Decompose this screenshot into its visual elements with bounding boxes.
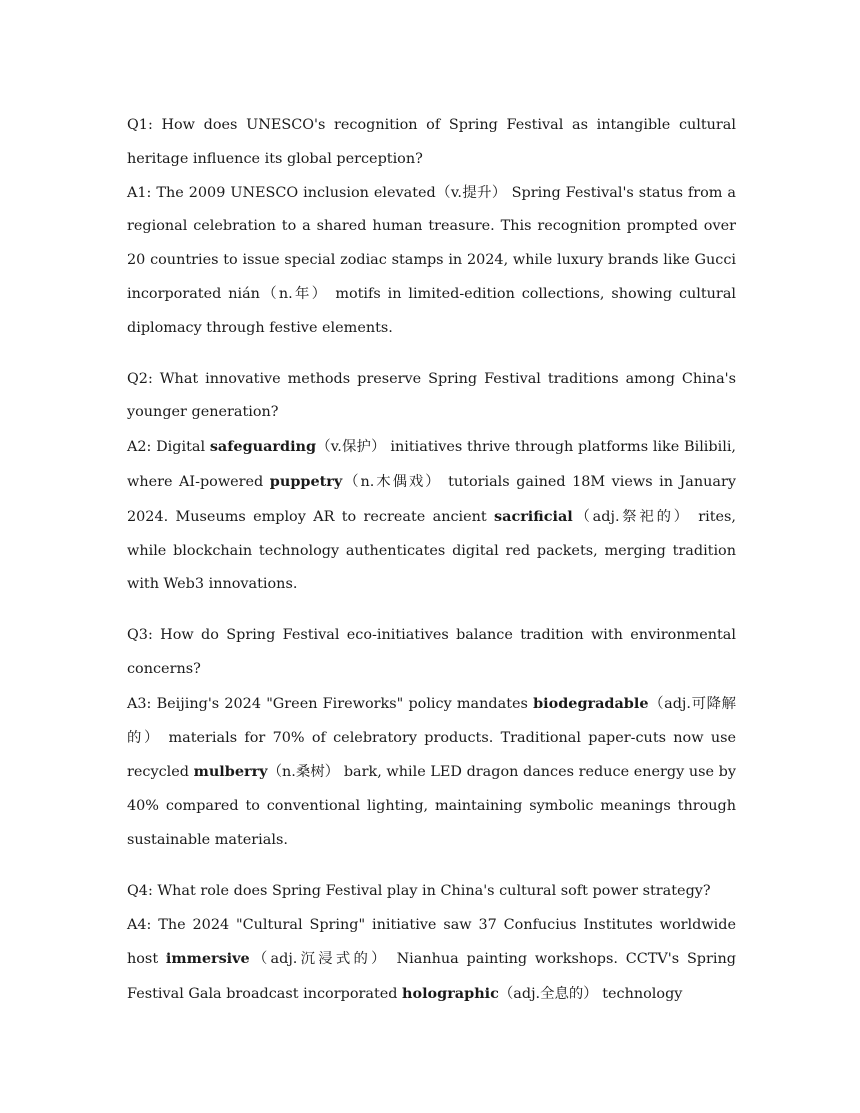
vocab-mulberry: mulberry [193,763,268,781]
gloss-sacrificial: （adj.祭祀的） [572,508,699,525]
answer-4 [127,909,736,1012]
answer-4-text: A4: The 2024 "Cultural Spring" initiative saw 37 Confucius Institutes worldwide host [127,916,736,968]
answer-1-text: motifs in limited-edition collections, showing cultural diplomacy through festive elements. [127,285,736,336]
answer-2 [127,430,736,602]
answer-3-text: A3: Beijing's 2024 "Green Fireworks" policy mandates [127,695,534,712]
answer-1-text: A1: The 2009 UNESCO inclusion elevated [127,184,436,201]
answer-3 [127,687,736,858]
answer-2-text: A2: Digital [127,439,210,456]
answer-4-text: technology [602,986,683,1003]
gloss-mulberry: （n.桑树） [267,764,344,781]
gloss-biodegradable: （adj.可降解的） [127,695,736,746]
vocab-holographic: holographic [402,985,499,1003]
gloss-nian: （n.年） [259,285,336,302]
answer-1-text: Spring Festival's status from a regional celebration to a shared human treasure. This recognition prompted over 20 countries to issue special zodiac stamps in 2024, while luxury brands like Gucci incorporated nián [127,184,736,302]
gloss-elevated: （v.提升） [435,184,512,201]
gloss-holographic: （adj.全息的） [498,986,603,1003]
vocab-puppetry: puppetry [269,472,343,490]
paragraph-gap [127,858,736,875]
answer-2-text: tutorials gained 18M views in January 2024. Museums employ AR to recreate ancient [127,473,736,525]
vocab-immersive: immersive [165,950,250,968]
question-4: Q4: What role does Spring Festival play in China's cultural soft power strategy? [127,882,711,899]
vocab-sacrificial: sacrificial [494,507,573,525]
answer-2-text: rites, while blockchain technology authenticates digital red packets, merging tradition with Web3 innovations. [127,508,736,593]
document-page [127,109,736,1012]
answer-1 [127,177,736,346]
paragraph-gap [127,602,736,619]
question-3: Q3: How do Spring Festival eco-initiatives balance tradition with environmental concerns? [127,627,736,677]
question-1: Q1: How does UNESCO's recognition of Spring Festival as intangible cultural heritage influence its global perception? [127,117,736,167]
answer-3-text: bark, while LED dragon dances reduce energy use by 40% compared to conventional lighting, maintaining symbolic meanings through sustainable materials. [127,764,736,848]
answer-2-text: initiatives thrive through platforms like Bilibili, where AI-powered [127,439,736,490]
answer-3-text: materials for 70% of celebratory products. Traditional paper-cuts now use recycled [127,729,737,781]
gloss-immersive: （adj.沉浸式的） [249,951,397,968]
answer-4-text: Nianhua painting workshops. CCTV's Spring Festival Gala broadcast incorporated [127,951,736,1003]
gloss-puppetry: （n.木偶戏） [342,473,449,490]
paragraph-gap [127,346,736,363]
vocab-safeguarding: safeguarding [209,438,317,456]
question-2: Q2: What innovative methods preserve Spring Festival traditions among China's younger generation? [127,370,736,421]
vocab-biodegradable: biodegradable [533,694,649,712]
gloss-safeguarding: （v.保护） [316,439,391,456]
